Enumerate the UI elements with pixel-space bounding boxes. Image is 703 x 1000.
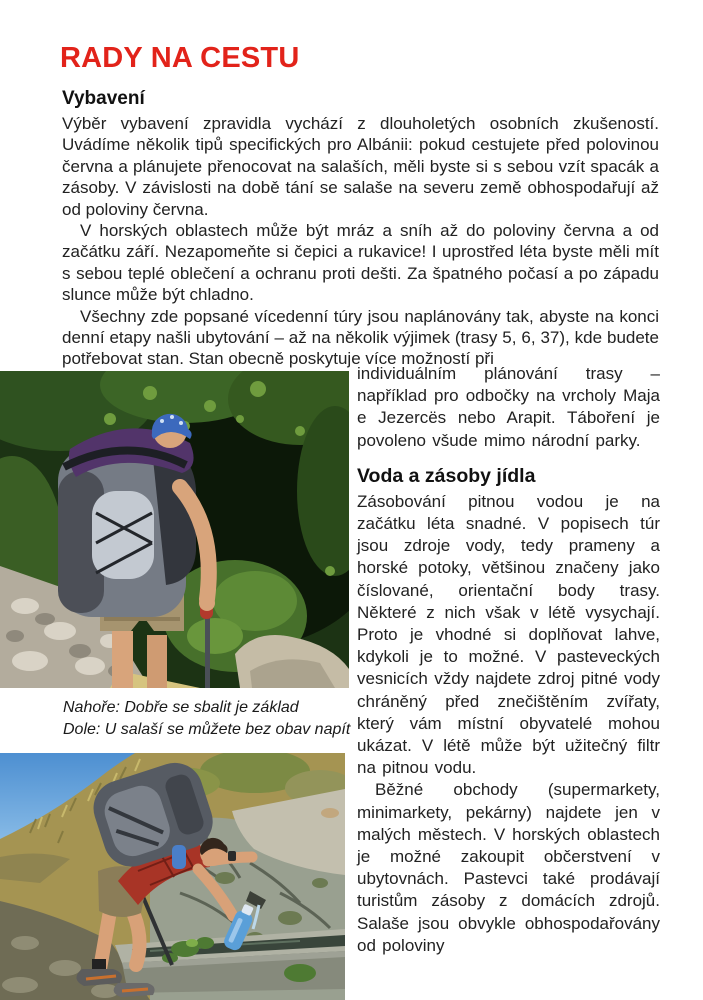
equipment-paragraph-3-intro: Všechny zde popsané vícedenní túry jsou naplánovány tak, abyste na konci denní etapy našli ubytování – až na několik výjimek (trasy 5, 6, 37), kde budete potřebovat stan. Stan obecně poskytuje více možností při xyxy=(62,306,659,369)
equipment-paragraph-2: V horských oblastech může být mráz a sníh až do poloviny června a od začátku září. Nezapomeňte si čepici a rukavice! I uprostřed léta byste měli mít s sebou teplé oblečení a ochranu proti dešti. Za špatného počasí a po západu slunce může být chladno. xyxy=(62,221,659,305)
photo-caption-line2: Dole: U salaší se můžete bez obav napít xyxy=(63,721,351,738)
photo-caption xyxy=(63,697,353,741)
section-heading-equipment: Vybavení xyxy=(62,88,145,109)
equipment-paragraph-3-wrap: individuálním plánování trasy – například pro odbočky na vrcholy Maja e Jezercës nebo Arapit. Táboření je povoleno všude mimo národní parky. xyxy=(357,364,660,450)
right-text-column xyxy=(357,363,660,957)
photo-hiker-spring xyxy=(0,753,345,1000)
water-paragraph-2: Běžné obchody (supermarkety, minimarkety, pekárny) najdete jen v malých městech. V horských oblastech je možné zakoupit občerstvení v ubytovnách. Pastevci také prodávají turistům zásoby z domácích zdrojů. Salaše jsou obvykle obhospodařovány od poloviny xyxy=(357,780,660,955)
water-paragraph-1: Zásobování pitnou vodou je na začátku léta snadné. V popisech túr jsou zdroje vody, tedy prameny a horské potoky, většinou značeny jako číslované, orientační body trasy. Některé z nich však v létě vysychají. Proto je vhodné si doplňovat lahve, kdykoli je to možné. V pasteveckých vesnicích vždy najdete zdroj pitné vody chráněný před znečištěním zvířaty, který vám místní obyvatelé mohou ukázat. V létě může být užitečný filtr na pitnou vodu. xyxy=(357,491,660,778)
photo-hiker-backpack xyxy=(0,371,349,688)
page-title: RADY NA CESTU xyxy=(60,42,300,74)
photo-caption-line1: Nahoře: Dobře se sbalit je základ xyxy=(63,699,299,716)
hiker-backpack-illustration xyxy=(0,371,349,688)
hiker-spring-illustration xyxy=(0,753,345,1000)
equipment-paragraph-1: Výběr vybavení zpravidla vychází z dlouholetých osobních zkušeností. Uvádíme několik tipů specifických pro Albánii: pokud cestujete před polovinou června a plánujete přenocovat na salaších, měli byste si s sebou vzít spacák a zásoby. V závislosti na době tání se salaše na severu země obhospodařují až od poloviny června. xyxy=(62,114,659,219)
main-text-column xyxy=(62,88,659,370)
section-heading-water: Voda a zásoby jídla xyxy=(357,464,536,487)
